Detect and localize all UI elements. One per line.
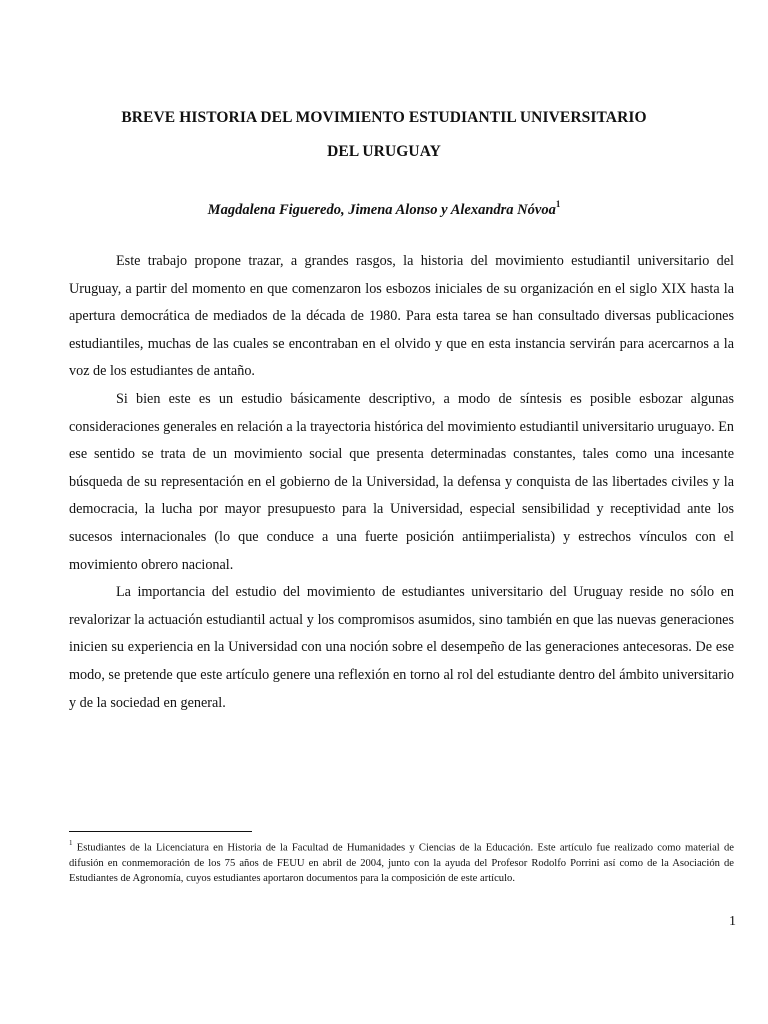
authors-line xyxy=(60,200,708,219)
authors-footnote-marker: 1 xyxy=(555,199,561,209)
title-line-1: BREVE HISTORIA DEL MOVIMIENTO ESTUDIANTIL UNIVERSITARIO xyxy=(121,109,647,126)
footnote xyxy=(69,837,734,886)
body-text xyxy=(69,248,734,717)
paragraph-3: La importancia del estudio del movimiento de estudiantes universitario del Uruguay reside no sólo en revalorizar la actuación estudiantil actual y los compromisos asumidos, sino también en que las nuevas generaciones inicien su experiencia en la Universidad con una noción sobre el desempeño de las generaciones antecesoras. De ese modo, se pretende que este artículo genere una reflexión en torno al rol del estudiante dentro del ámbito universitario y de la sociedad en general. xyxy=(69,584,734,711)
footnote-separator xyxy=(69,831,252,832)
page-number: 1 xyxy=(729,914,736,929)
title-line-2: DEL URUGUAY xyxy=(327,143,441,160)
footnote-text: Estudiantes de la Licenciatura en Historia de la Facultad de Humanidades y Ciencias de la Educación. Este artículo fue realizado como material de difusión en conmemoración de los 75 años de FEUU en abril de 2004, junto con la ayuda del Profesor Rodolfo Porrini así como de la Asociación de Estudiantes de Agronomía, cuyos estudiantes aportaron documentos para la composición de este artículo. xyxy=(69,842,734,884)
paragraph-1: Este trabajo propone trazar, a grandes rasgos, la historia del movimiento estudiantil universitario del Uruguay, a partir del momento en que comenzaron los esbozos iniciales de su organización en el siglo XIX hasta la apertura democrática de mediados de la década de 1980. Para esta tarea se han consultado diversas publicaciones estudiantiles, muchas de las cuales se encontraban en el olvido y que en esta instancia servirán para acercarnos a la voz de los estudiantes de antaño. xyxy=(69,253,734,380)
authors-names: Magdalena Figueredo, Jimena Alonso y Alexandra Nóvoa xyxy=(207,201,556,218)
footnote-marker: 1 xyxy=(69,839,73,847)
paragraph-2: Si bien este es un estudio básicamente descriptivo, a modo de síntesis es posible esbozar algunas consideraciones generales en relación a la trayectoria histórica del movimiento estudiantil universitario uruguayo. En ese sentido se trata de un movimiento social que presenta determinadas constantes, tales como una incesante búsqueda de su representación en el gobierno de la Universidad, la defensa y conquista de las libertades civiles y la democracia, la lucha por mayor presupuesto para la Universidad, especial sensibilidad y receptividad ante los sucesos internacionales (lo que conduce a una fuerte posición antiimperialista) y estrechos vínculos con el movimiento obrero nacional. xyxy=(69,390,734,573)
